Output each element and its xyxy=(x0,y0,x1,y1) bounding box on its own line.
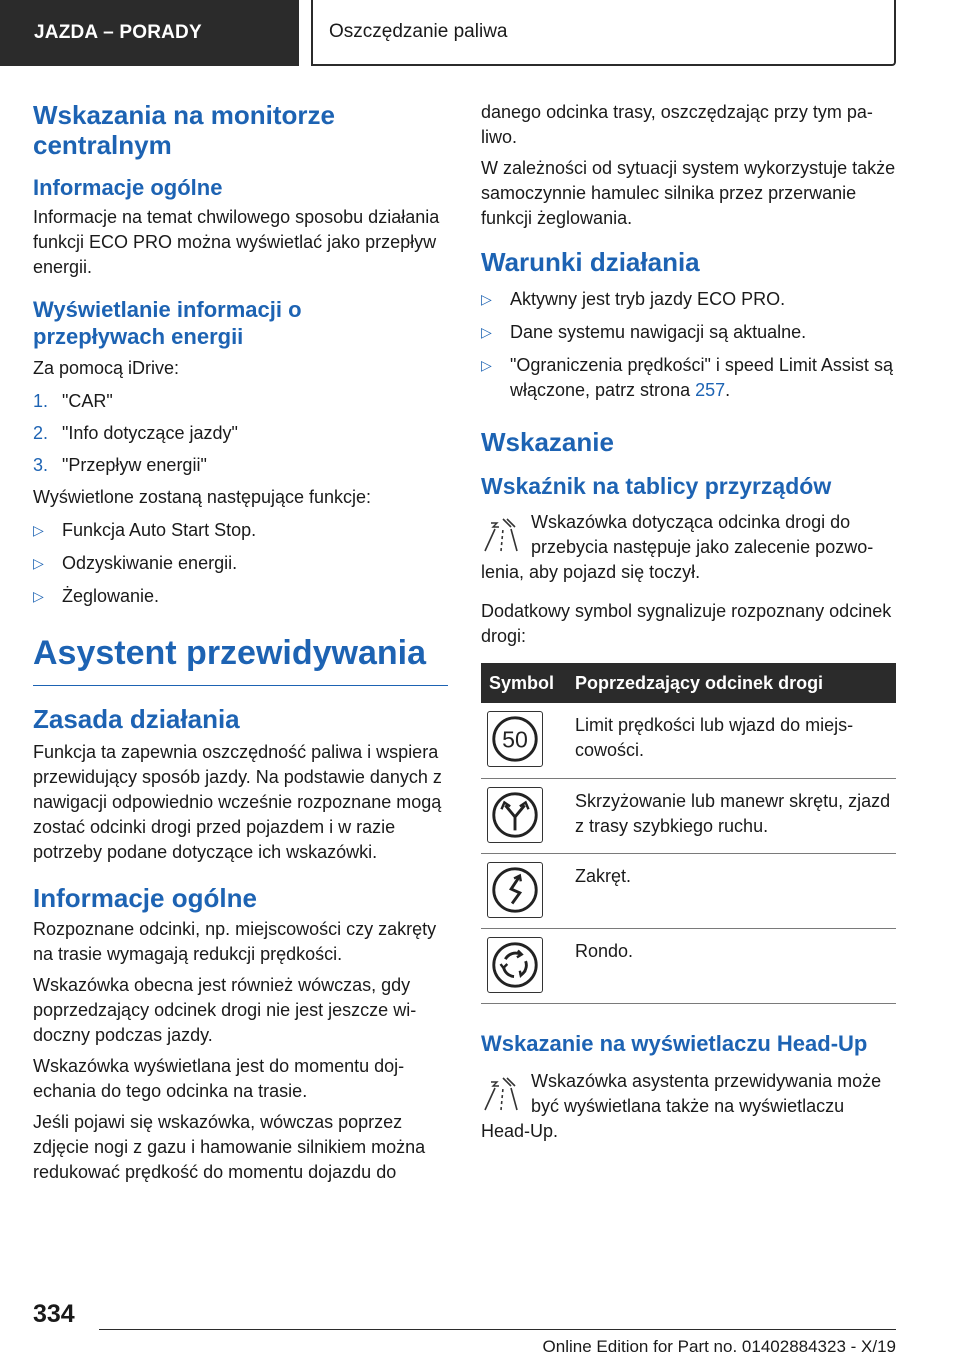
paragraph-continued: danego odcinka trasy, oszczędzając przy tym paliwo. xyxy=(481,102,873,147)
period: . xyxy=(725,380,731,400)
heading-general-info-2: Informacje ogólne xyxy=(33,883,257,913)
paragraph-info-duration: Wskazówka wyświetlana jest do momentu dojechania do tego odcinka na trasie. xyxy=(33,1056,405,1101)
paragraph-info-sections: Rozpoznane odcinki, np. miejscowości czy zakręty na trasie wymagają redukcji prędkości. xyxy=(33,919,437,964)
list-item xyxy=(33,551,448,576)
table-row xyxy=(481,778,896,853)
step-list xyxy=(33,389,448,478)
table-row xyxy=(481,853,896,928)
function-list xyxy=(33,518,448,609)
paragraph-principle: Funkcja ta zapewnia oszczędność paliwa i wspiera przewidujący sposób jazdy. Na podstawie danych z nawigacji odpowiednio wcześnie rozpoznane mogą zostać odcinki drogi przed pojazdem i w razie potrzeby podane dotyczące ich wskazówki. xyxy=(33,742,442,862)
roundabout-icon xyxy=(487,937,543,993)
paragraph-general-info: Informacje na temat chwilowego sposobu działania funkcji ECO PRO można wyświetlać jako przepływ energii. xyxy=(33,207,440,277)
paragraph-info-visibility: Wskazówka obecna jest również wówczas, gdy poprzedzający odcinek drogi nie jest jeszcze widoczny podczas jazdy. xyxy=(33,975,417,1045)
list-item-text: "Ograniczenia prędkości" i speed Limit Assist są włączone, patrz strona xyxy=(510,355,893,400)
road-hint-icon xyxy=(481,1074,521,1114)
symbol-cell xyxy=(481,703,567,778)
step-item xyxy=(33,453,448,478)
section-tab: JAZDA – PORADY xyxy=(0,0,299,66)
triangle-bullet-icon: ▷ xyxy=(33,522,44,538)
list-item-text: Funkcja Auto Start Stop. xyxy=(62,520,257,540)
step-number: 2. xyxy=(33,423,49,443)
symbol-cell xyxy=(481,853,567,928)
symbol-cell xyxy=(481,928,567,1003)
paragraph-cluster: Wskazówka dotycząca odcinka drogi do przebycia następuje jako zalecenie pozwolenia, aby pojazd się toczył. xyxy=(481,512,874,582)
triangle-bullet-icon: ▷ xyxy=(33,555,44,571)
list-item xyxy=(481,287,896,312)
heading-principle: Zasada działania xyxy=(33,704,240,734)
heading-conditions: Warunki działania xyxy=(481,247,700,277)
list-item-text: Dane systemu nawigacji są aktualne. xyxy=(510,322,807,342)
list-item xyxy=(33,518,448,543)
triangle-bullet-icon: ▷ xyxy=(33,588,44,604)
conditions-list xyxy=(481,287,896,403)
heading-energy-flow: Wyświetlanie informacji o przepływach energii xyxy=(33,297,302,349)
footer-edition: Online Edition for Part no. 01402884323 - X/19 xyxy=(542,1337,896,1356)
right-column xyxy=(481,100,896,1144)
svg-text:50: 50 xyxy=(502,726,528,753)
list-item xyxy=(481,353,896,403)
heading-predictive-assistant: Asystent przewidywania xyxy=(33,633,448,686)
cluster-note xyxy=(481,510,896,585)
topic-tab: Oszczędzanie paliwa xyxy=(311,0,896,66)
heading-display: Wskazanie xyxy=(481,427,614,457)
step-item xyxy=(33,389,448,414)
symbol-cell xyxy=(481,778,567,853)
paragraph-head-up: Wskazówka asystenta przewidywania może być wyświetlana także na wyświetlaczu Head-Up. xyxy=(481,1070,882,1141)
hud-note xyxy=(481,1069,896,1144)
triangle-bullet-icon: ▷ xyxy=(481,324,492,340)
left-column xyxy=(33,100,448,1185)
step-text: "Przepływ energii" xyxy=(62,455,207,475)
list-item xyxy=(33,584,448,609)
page-reference-link[interactable]: 257 xyxy=(695,380,726,400)
column-header-symbol: Symbol xyxy=(481,663,567,703)
description-cell: Zakręt. xyxy=(567,853,896,928)
table-row xyxy=(481,928,896,1003)
step-number: 1. xyxy=(33,391,49,411)
step-number: 3. xyxy=(33,455,49,475)
table-row xyxy=(481,703,896,778)
heading-general-info: Informacje ogólne xyxy=(33,175,223,200)
table-header-row xyxy=(481,663,896,703)
step-text: "Info dotyczące jazdy" xyxy=(62,423,238,443)
step-text: "CAR" xyxy=(62,391,113,411)
paragraph-idrive: Za pomocą iDrive: xyxy=(33,358,180,378)
heading-instrument-cluster: Wskaźnik na tablicy przyrządów xyxy=(481,473,832,499)
description-cell: Skrzyżowanie lub manewr skrętu, zjazd z trasy szybkiego ruchu. xyxy=(567,778,896,853)
list-item-text: Odzyskiwanie energii. xyxy=(62,553,238,573)
paragraph-info-coasting: Jeśli pojawi się wskazówka, wówczas poprzez zdjęcie nogi z gazu i hamowanie silnikiem można redukować prędkość do momentu dojazdu do xyxy=(33,1112,426,1182)
footer-divider xyxy=(99,1329,896,1330)
page-header xyxy=(0,0,960,66)
road-hint-icon xyxy=(481,515,521,555)
page-number: 334 xyxy=(33,1300,75,1328)
step-item xyxy=(33,421,448,446)
heading-central-monitor: Wskazania na monitorze centralnym xyxy=(33,100,335,160)
paragraph-engine-brake: W zależności od sytuacji system wykorzystuje także samoczynnie hamulec silnika przez przerwanie funkcji żeglowania. xyxy=(481,158,896,228)
triangle-bullet-icon: ▷ xyxy=(481,357,492,373)
symbol-table xyxy=(481,663,896,1004)
triangle-bullet-icon: ▷ xyxy=(481,291,492,307)
junction-icon xyxy=(487,787,543,843)
paragraph-functions: Wyświetlone zostaną następujące funkcje: xyxy=(33,487,372,507)
curve-icon xyxy=(487,862,543,918)
list-item-text: Aktywny jest tryb jazdy ECO PRO. xyxy=(510,289,786,309)
list-item xyxy=(481,320,896,345)
column-header-section: Poprzedzający odcinek drogi xyxy=(567,663,896,703)
heading-head-up: Wskazanie na wyświetlaczu Head-Up xyxy=(481,1030,868,1056)
paragraph-symbol: Dodatkowy symbol sygnalizuje rozpoznany odcinek drogi: xyxy=(481,601,892,646)
list-item-text: Żeglowanie. xyxy=(62,586,160,606)
description-cell: Limit prędkości lub wjazd do miejscowości. xyxy=(567,703,896,778)
speed-limit-50-icon xyxy=(487,711,543,767)
description-cell: Rondo. xyxy=(567,928,896,1003)
